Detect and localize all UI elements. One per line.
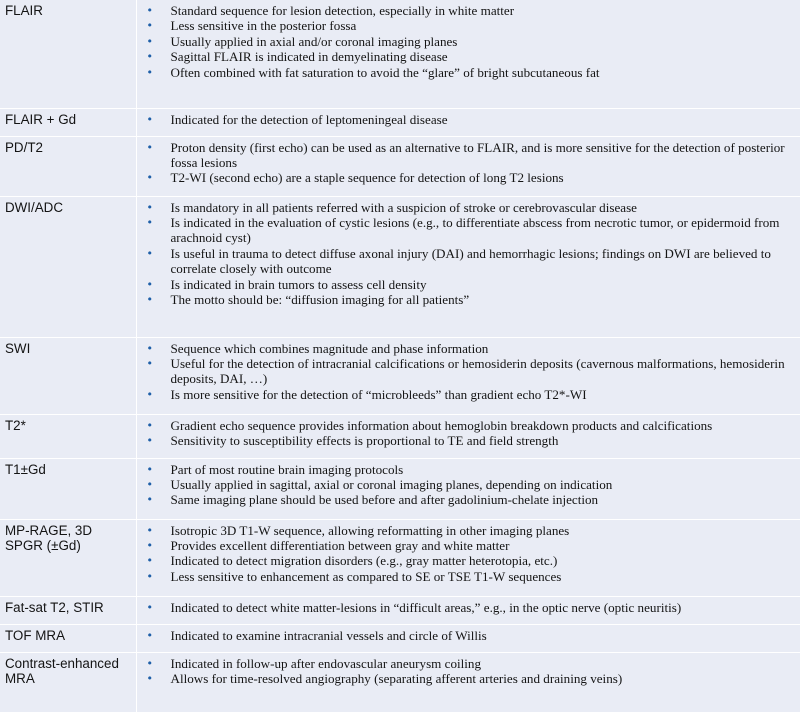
bullet-dot-icon: • bbox=[146, 50, 153, 64]
sequence-description bbox=[136, 414, 800, 458]
list-item bbox=[147, 200, 797, 215]
sequence-name: FLAIR + Gd bbox=[0, 108, 136, 136]
bullet-dot-icon: • bbox=[146, 215, 153, 229]
bullet-text: The motto should be: “diffusion imaging for all patients” bbox=[170, 291, 470, 307]
list-item bbox=[147, 553, 797, 568]
list-item bbox=[147, 112, 797, 127]
list-item bbox=[147, 277, 797, 292]
bullet-text: Sequence which combines magnitude and phase information bbox=[170, 340, 489, 356]
bullet-dot-icon: • bbox=[146, 200, 153, 214]
bullet-dot-icon: • bbox=[146, 477, 153, 491]
list-item bbox=[147, 418, 797, 433]
bullet-dot-icon: • bbox=[146, 387, 153, 401]
bullet-dot-icon: • bbox=[146, 671, 153, 685]
sequence-description bbox=[136, 624, 800, 652]
list-item bbox=[147, 65, 797, 80]
bullet-list bbox=[147, 656, 797, 687]
bullet-dot-icon: • bbox=[146, 600, 153, 614]
bullet-text: Standard sequence for lesion detection, especially in white matter bbox=[170, 3, 515, 18]
list-item bbox=[147, 523, 797, 538]
list-item bbox=[147, 49, 797, 64]
table-row bbox=[0, 414, 800, 458]
bullet-list bbox=[147, 523, 797, 585]
list-item bbox=[147, 341, 797, 356]
table-row bbox=[0, 596, 800, 624]
bullet-dot-icon: • bbox=[146, 356, 153, 370]
list-item bbox=[147, 671, 797, 686]
bullet-text: Gradient echo sequence provides information about hemoglobin breakdown products and calcifications bbox=[170, 417, 713, 433]
bullet-dot-icon: • bbox=[146, 19, 153, 33]
sequence-name: Contrast-enhanced MRA bbox=[0, 652, 136, 712]
bullet-text: Indicated to detect migration disorders (e.g., gray matter heterotopia, etc.) bbox=[170, 553, 558, 569]
bullet-text: Useful for the detection of intracranial calcifications or hemosiderin deposits (cavernous malformations, hemosiderin deposits, DAI, …) bbox=[170, 355, 785, 387]
bullet-dot-icon: • bbox=[146, 341, 153, 355]
bullet-list bbox=[147, 418, 797, 449]
sequence-description bbox=[136, 337, 800, 414]
bullet-text: Often combined with fat saturation to avoid the “glare” of bright subcutaneous fat bbox=[170, 64, 600, 80]
list-item bbox=[147, 462, 797, 477]
bullet-text: Usually applied in sagittal, axial or coronal imaging planes, depending on indication bbox=[170, 476, 613, 492]
bullet-text: Provides excellent differentiation between gray and white matter bbox=[170, 537, 510, 553]
bullet-dot-icon: • bbox=[146, 656, 153, 670]
bullet-list bbox=[147, 112, 797, 127]
bullet-dot-icon: • bbox=[146, 433, 153, 447]
bullet-dot-icon: • bbox=[146, 277, 153, 291]
table-row bbox=[0, 108, 800, 136]
sequence-description bbox=[136, 596, 800, 624]
table-row bbox=[0, 652, 800, 712]
bullet-dot-icon: • bbox=[146, 171, 153, 185]
table-row bbox=[0, 458, 800, 519]
sequence-name: T1±Gd bbox=[0, 458, 136, 519]
bullet-text: Indicated to detect white matter-lesions in “difficult areas,” e.g., in the optic nerve (optic neuritis) bbox=[170, 599, 682, 615]
bullet-text: Is indicated in brain tumors to assess cell density bbox=[170, 276, 427, 292]
bullet-dot-icon: • bbox=[146, 140, 153, 154]
list-item bbox=[147, 477, 797, 492]
sequence-name: T2* bbox=[0, 414, 136, 458]
bullet-dot-icon: • bbox=[146, 246, 153, 260]
sequence-description bbox=[136, 196, 800, 337]
sequence-description bbox=[136, 458, 800, 519]
list-item bbox=[147, 3, 797, 18]
bullet-dot-icon: • bbox=[146, 34, 153, 48]
bullet-list bbox=[147, 200, 797, 308]
bullet-text: Allows for time-resolved angiography (separating afferent arteries and draining veins) bbox=[170, 670, 623, 686]
bullet-list bbox=[147, 3, 797, 80]
bullet-text: Indicated to examine intracranial vessels and circle of Willis bbox=[170, 627, 487, 643]
bullet-dot-icon: • bbox=[146, 493, 153, 507]
table-row bbox=[0, 519, 800, 596]
bullet-dot-icon: • bbox=[146, 418, 153, 432]
bullet-list bbox=[147, 628, 797, 643]
bullet-text: Is indicated in the evaluation of cystic lesions (e.g., to differentiate abscess from necrotic tumor, or epidermoid from arachnoid cyst) bbox=[170, 214, 780, 246]
sequence-description bbox=[136, 0, 800, 108]
sequence-name: MP-RAGE, 3D SPGR (±Gd) bbox=[0, 519, 136, 596]
bullet-text: Isotropic 3D T1-W sequence, allowing reformatting in other imaging planes bbox=[170, 522, 570, 538]
bullet-dot-icon: • bbox=[146, 523, 153, 537]
sequence-name: TOF MRA bbox=[0, 624, 136, 652]
bullet-dot-icon: • bbox=[146, 554, 153, 568]
list-item bbox=[147, 387, 797, 402]
table-row bbox=[0, 0, 800, 108]
bullet-dot-icon: • bbox=[146, 4, 153, 17]
bullet-text: Indicated in follow-up after endovascular aneurysm coiling bbox=[170, 655, 482, 671]
table-row bbox=[0, 196, 800, 337]
sequence-name: PD/T2 bbox=[0, 136, 136, 196]
table-row bbox=[0, 337, 800, 414]
bullet-text: Sagittal FLAIR is indicated in demyelinating disease bbox=[170, 49, 448, 65]
list-item bbox=[147, 246, 797, 277]
list-item bbox=[147, 628, 797, 643]
bullet-text: Is useful in trauma to detect diffuse axonal injury (DAI) and hemorrhagic lesions; findings on DWI are believed to correlate closely with outcome bbox=[170, 245, 771, 277]
list-item bbox=[147, 140, 797, 171]
sequence-name: SWI bbox=[0, 337, 136, 414]
list-item bbox=[147, 356, 797, 387]
list-item bbox=[147, 34, 797, 49]
bullet-text: Is more sensitive for the detection of “microbleeds” than gradient echo T2*-WI bbox=[170, 386, 587, 402]
list-item bbox=[147, 215, 797, 246]
table-row bbox=[0, 624, 800, 652]
list-item bbox=[147, 292, 797, 307]
sequence-description bbox=[136, 652, 800, 712]
list-item bbox=[147, 492, 797, 507]
bullet-dot-icon: • bbox=[146, 112, 153, 126]
bullet-text: Part of most routine brain imaging protocols bbox=[170, 461, 404, 477]
list-item bbox=[147, 600, 797, 615]
bullet-dot-icon: • bbox=[146, 628, 153, 642]
bullet-text: Less sensitive to enhancement as compared to SE or TSE T1-W sequences bbox=[170, 568, 562, 584]
table-row bbox=[0, 136, 800, 196]
bullet-text: Same imaging plane should be used before and after gadolinium-chelate injection bbox=[170, 492, 599, 508]
bullet-text: Proton density (first echo) can be used as an alternative to FLAIR, and is more sensitive for the detection of posterior fossa lesions bbox=[170, 139, 785, 170]
bullet-list bbox=[147, 462, 797, 508]
list-item bbox=[147, 170, 797, 185]
sequence-description bbox=[136, 108, 800, 136]
bullet-dot-icon: • bbox=[146, 292, 153, 306]
bullet-dot-icon: • bbox=[146, 65, 153, 79]
bullet-list bbox=[147, 600, 797, 615]
bullet-text: Is mandatory in all patients referred with a suspicion of stroke or cerebrovascular disease bbox=[170, 199, 637, 215]
list-item bbox=[147, 538, 797, 553]
bullet-text: T2-WI (second echo) are a staple sequence for detection of long T2 lesions bbox=[170, 170, 564, 186]
list-item bbox=[147, 656, 797, 671]
list-item bbox=[147, 18, 797, 33]
sequence-name: DWI/ADC bbox=[0, 196, 136, 337]
bullet-dot-icon: • bbox=[146, 462, 153, 476]
bullet-text: Less sensitive in the posterior fossa bbox=[170, 18, 357, 34]
bullet-dot-icon: • bbox=[146, 569, 153, 583]
bullet-text: Usually applied in axial and/or coronal imaging planes bbox=[170, 33, 458, 49]
list-item bbox=[147, 569, 797, 584]
bullet-text: Sensitivity to susceptibility effects is proportional to TE and field strength bbox=[170, 432, 559, 448]
bullet-list bbox=[147, 341, 797, 403]
bullet-dot-icon: • bbox=[146, 538, 153, 552]
bullet-text: Indicated for the detection of leptomeningeal disease bbox=[170, 111, 448, 127]
sequence-description bbox=[136, 136, 800, 196]
list-item bbox=[147, 433, 797, 448]
bullet-list bbox=[147, 140, 797, 186]
sequence-name: Fat-sat T2, STIR bbox=[0, 596, 136, 624]
sequence-description bbox=[136, 519, 800, 596]
sequence-name: FLAIR bbox=[0, 0, 136, 108]
